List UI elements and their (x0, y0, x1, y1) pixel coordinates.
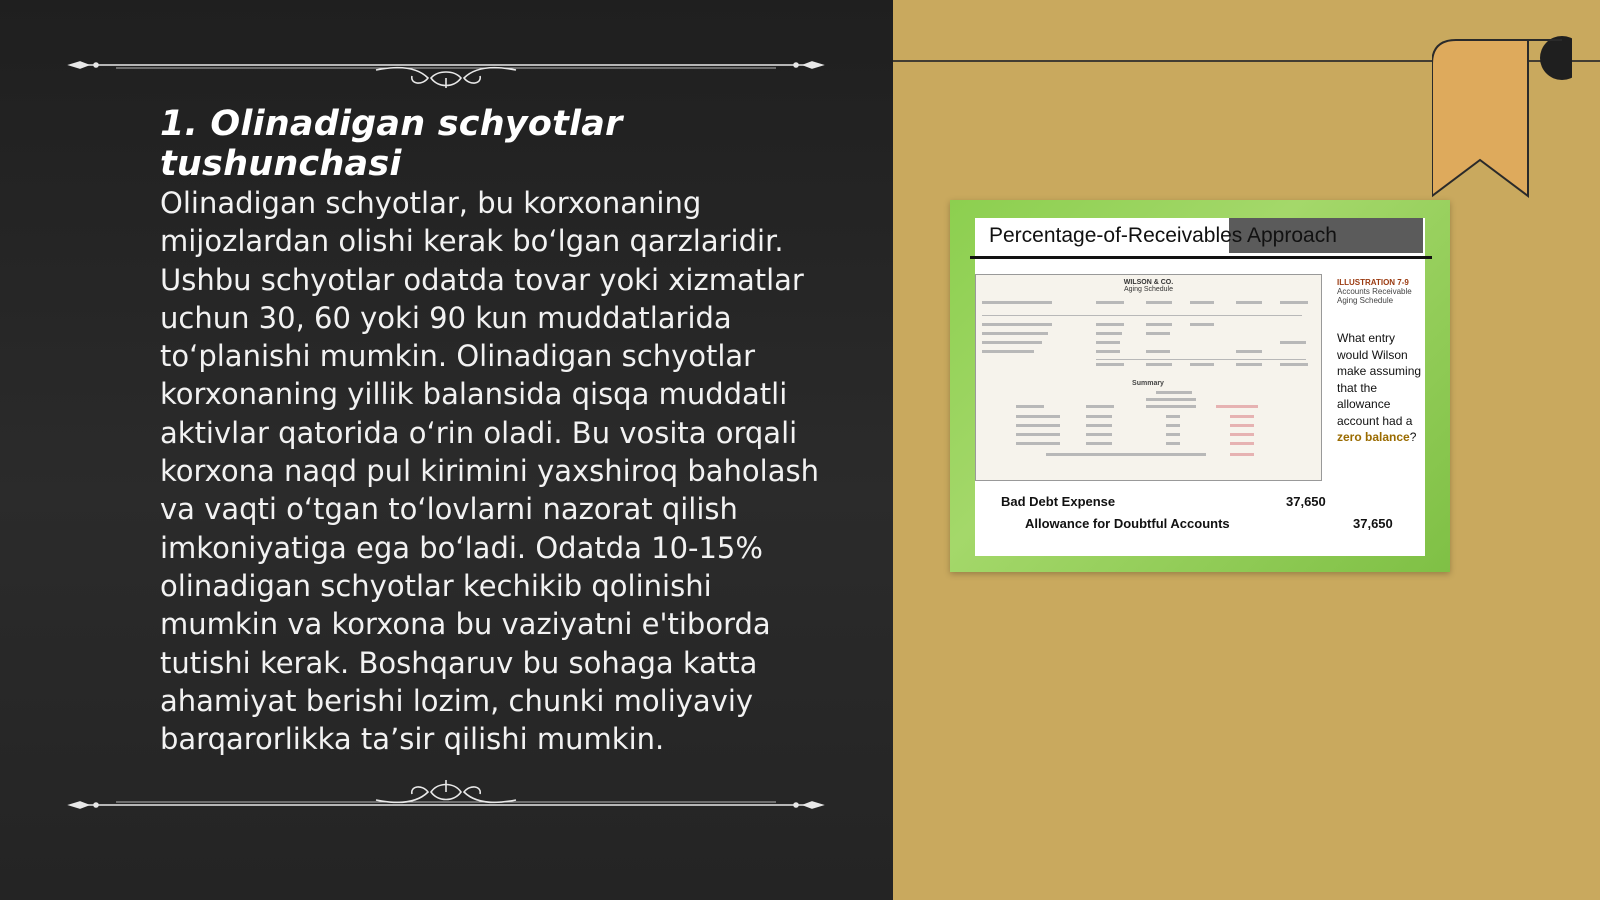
question-main: What entry would Wilson make assuming that the allowance account had a (1337, 331, 1422, 428)
slide-body: Olinadigan schyotlar, bu korxonaning mijozlardan olishi kerak bo‘lgan qarzlaridir. Ushbu schyotlar odatda tovar yoki xizmatlar uchun 30, 60 yoki 90 kun muddatlarida to‘planishi mumkin. Olinadigan schyotlar korxonaning yillik balansida qisqa muddatli aktivlar qatorida o‘rin oladi. Bu vosita orqali korxona naqd pul kirimini yaxshiroq baholash va vaqti o‘tgan to‘lovlarni nazorat qilish imkoniyatiga ega bo‘ladi. Odatda 10-15% olinadigan schyotlar kechikib qolinishi mumkin va korxona bu vaziyatni e'tiborda tutishi kerak. Boshqaruv bu sohaga katta ahamiyat berishi lozim, chunki moliyaviy barqarorlikka ta’sir qilishi mumkin. (160, 186, 819, 757)
aging-schedule-table (975, 274, 1322, 481)
top-ornament (66, 48, 826, 88)
entry-credit-amount: 37,650 (1353, 516, 1393, 531)
receivables-image (950, 200, 1450, 572)
heading-rule (970, 256, 1432, 259)
question-emphasis: zero balance (1337, 430, 1410, 444)
image-content (975, 218, 1425, 556)
image-heading: Percentage-of-Receivables Approach (989, 224, 1337, 247)
schedule-title: Aging Schedule (1123, 286, 1174, 293)
bottom-ornament (66, 778, 826, 818)
illustration-caption (1337, 278, 1429, 305)
entry-credit-label: Allowance for Doubtful Accounts (1025, 516, 1230, 531)
bookmark-ribbon (1432, 36, 1572, 198)
illustration-subtitle: Accounts Receivable Aging Schedule (1337, 287, 1412, 305)
question-text (1337, 330, 1429, 446)
schedule-company: WILSON & CO. (1123, 279, 1174, 286)
question-end: ? (1409, 430, 1417, 444)
entry-debit-label: Bad Debt Expense (1001, 494, 1116, 509)
entry-debit-amount: 37,650 (1286, 494, 1326, 509)
schedule-lines (976, 293, 1321, 468)
slide-title: 1. Olinadigan schyotlar tushunchasi (160, 104, 623, 184)
schedule-summary: Summary (1132, 380, 1164, 387)
illustration-label: ILLUSTRATION 7-9 (1337, 278, 1409, 287)
